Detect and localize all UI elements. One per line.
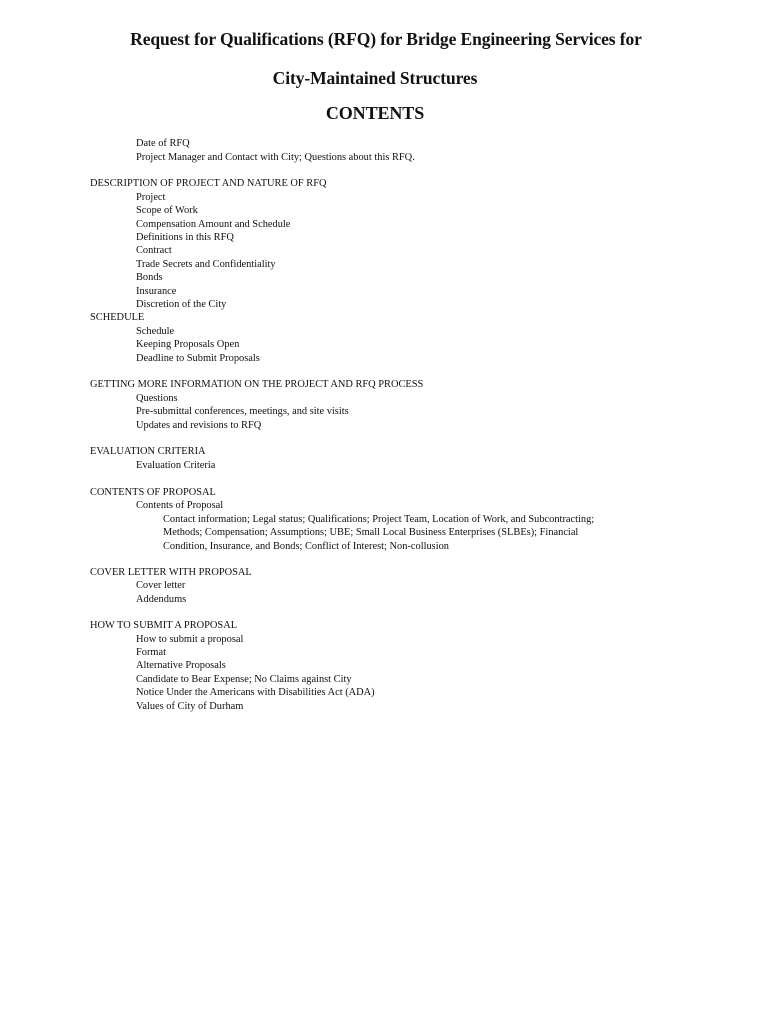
toc-item: Deadline to Submit Proposals	[136, 353, 260, 364]
toc-item: Contents of Proposal	[136, 500, 224, 511]
toc-item: Candidate to Bear Expense; No Claims against City	[136, 674, 352, 685]
toc-item: Keeping Proposals Open	[136, 339, 240, 350]
toc-section-heading: DESCRIPTION OF PROJECT AND NATURE OF RFQ	[90, 178, 327, 189]
toc-item: Schedule	[136, 326, 175, 337]
toc-item: Pre-submittal conferences, meetings, and site visits	[136, 406, 349, 417]
toc-item: Scope of Work	[136, 205, 198, 216]
toc-item: Insurance	[136, 286, 177, 297]
toc-item: Project Manager and Contact with City; Questions about this RFQ.	[136, 152, 415, 163]
toc-section-heading: SCHEDULE	[90, 312, 145, 323]
toc-item: Project	[136, 192, 166, 203]
toc-item: Evaluation Criteria	[136, 460, 216, 471]
toc-item: Discretion of the City	[136, 299, 227, 310]
toc-item: Format	[136, 647, 167, 658]
toc-section-heading: CONTENTS OF PROPOSAL	[90, 487, 216, 498]
toc-section-heading: EVALUATION CRITERIA	[90, 446, 206, 457]
toc-section-heading: HOW TO SUBMIT A PROPOSAL	[90, 620, 238, 631]
toc-item: Addendums	[136, 594, 187, 605]
toc-item: Compensation Amount and Schedule	[136, 219, 291, 230]
toc-item: Updates and revisions to RFQ	[136, 420, 262, 431]
toc-item: Definitions in this RFQ	[136, 232, 234, 243]
toc-item: Date of RFQ	[136, 138, 190, 149]
contents-heading: CONTENTS	[325, 103, 425, 123]
toc-item: Questions	[136, 393, 178, 404]
toc-subitem: Methods; Compensation; Assumptions; UBE; Small Local Business Enterprises (SLBEs); Financial	[163, 527, 579, 538]
toc-item: Contract	[136, 245, 172, 256]
toc-item: Values of City of Durham	[136, 701, 244, 712]
toc-item: Alternative Proposals	[136, 660, 226, 671]
toc-item: How to submit a proposal	[136, 634, 244, 645]
toc-item: Notice Under the Americans with Disabilities Act (ADA)	[136, 687, 375, 698]
toc-subitem: Condition, Insurance, and Bonds; Conflict of Interest; Non-collusion	[163, 541, 449, 552]
toc-item: Trade Secrets and Confidentiality	[136, 259, 276, 270]
toc-section-heading: COVER LETTER WITH PROPOSAL	[90, 567, 252, 578]
document-title-line-1: Request for Qualifications (RFQ) for Bridge Engineering Services for	[130, 29, 642, 49]
toc-section-heading: GETTING MORE INFORMATION ON THE PROJECT AND RFQ PROCESS	[90, 379, 424, 390]
document-title-line-2: City-Maintained Structures	[272, 68, 478, 88]
toc-subitem: Contact information; Legal status; Qualifications; Project Team, Location of Work, and Subcontracting;	[163, 514, 595, 525]
toc-item: Cover letter	[136, 580, 186, 591]
toc-item: Bonds	[136, 272, 163, 283]
